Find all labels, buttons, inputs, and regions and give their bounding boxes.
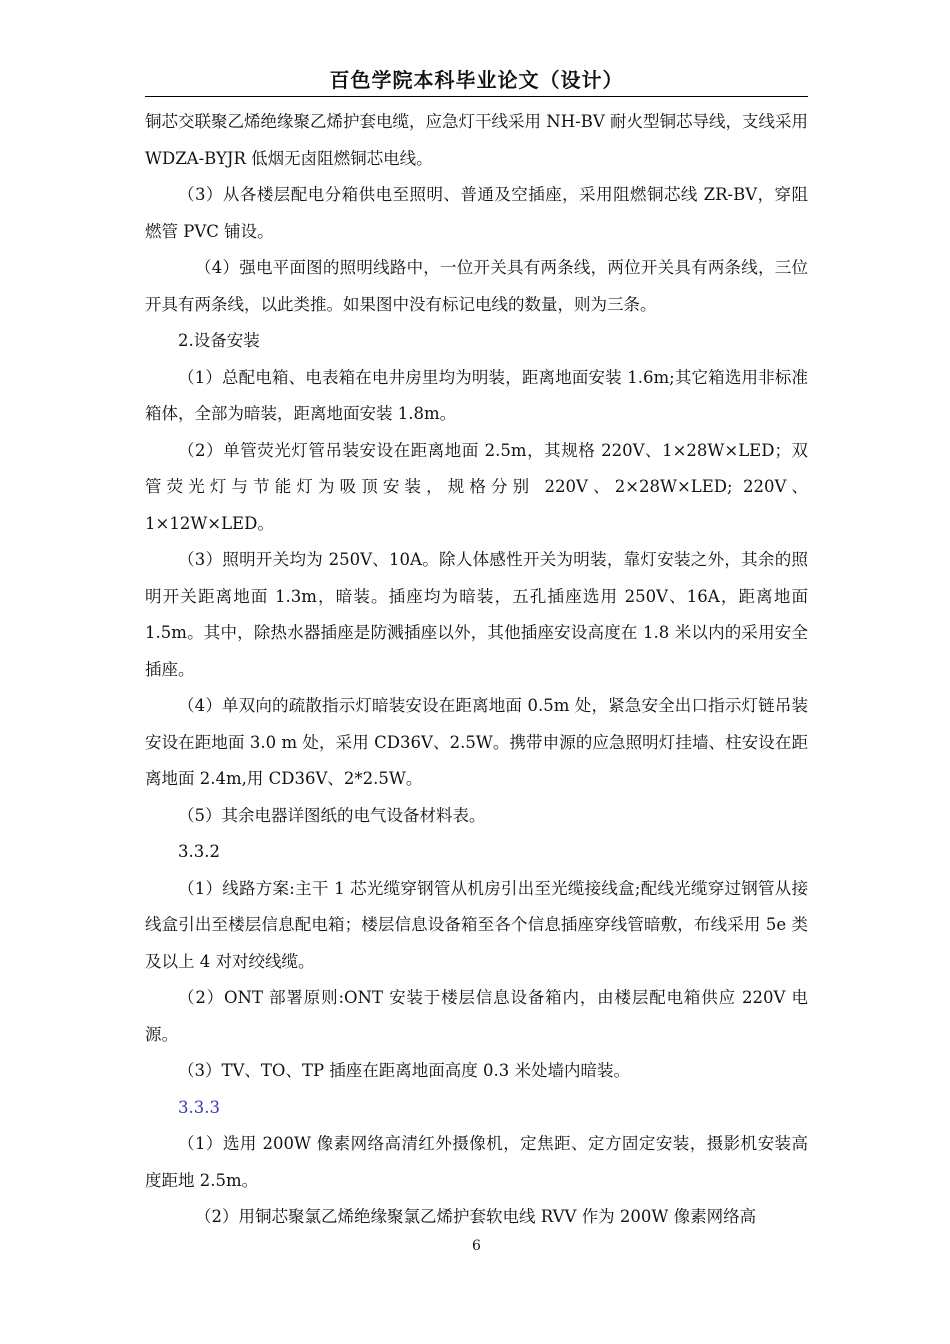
paragraph: （1）总配电箱、电表箱在电井房里均为明装，距离地面安装 1.6m;其它箱选用非标准箱体，全部为暗装，距离地面安装 1.8m。: [145, 367, 808, 423]
section-heading-link[interactable]: 3.3.3: [178, 1097, 220, 1117]
paragraph: （5）其余电器详图纸的电气设备材料表。: [178, 805, 486, 825]
paragraph: （4）单双向的疏散指示灯暗装安设在距离地面 0.5m 处，紧急安全出口指示灯链吊装安设在距地面 3.0 m 处，采用 CD36V、2.5W。携带申源的应急照明灯挂墙、柱安设在距离地面 2.4m,用 CD36V、2*2.5W。: [145, 696, 808, 788]
paragraph: （2）ONT 部署原则:ONT 安装于楼层信息设备箱内，由楼层配电箱供应 220V 电源。: [145, 988, 808, 1044]
document-body: [145, 104, 808, 1236]
section-heading: 3.3.2: [178, 842, 220, 861]
paragraph: （4）强电平面图的照明线路中，一位开关具有两条线，两位开关具有两条线，三位开具有两条线，以此类推。如果图中没有标记电线的数量，则为三条。: [145, 258, 808, 314]
paragraph: （2）用铜芯聚氯乙烯绝缘聚氯乙烯护套软电线 RVV 作为 200W 像素网络高: [195, 1207, 757, 1226]
page-header-title: 百色学院本科毕业论文（设计）: [329, 68, 624, 92]
paragraph: 铜芯交联聚乙烯绝缘聚乙烯护套电缆，应急灯干线采用 NH-BV 耐火型铜芯导线，支线采用 WDZA-BYJR 低烟无卤阻燃铜芯电线。: [145, 112, 808, 168]
page-number: 6: [472, 1238, 481, 1254]
paragraph: （1）线路方案:主干 1 芯光缆穿钢管从机房引出至光缆接线盒;配线光缆穿过钢管从接线盒引出至楼层信息配电箱；楼层信息设备箱至各个信息插座穿线管暗敷，布线采用 5e 类及以上 4 对对绞线缆。: [145, 878, 808, 971]
paragraph: （3）从各楼层配电分箱供电至照明、普通及空插座，采用阻燃铜芯线 ZR-BV，穿阻燃管 PVC 铺设。: [145, 185, 808, 241]
paragraph: （1）选用 200W 像素网络高清红外摄像机，定焦距、定方固定安装，摄影机安装高度距地 2.5m。: [145, 1134, 808, 1190]
paragraph: （3）TV、TO、TP 插座在距离地面高度 0.3 米处墙内暗装。: [178, 1061, 631, 1080]
paragraph: （3）照明开关均为 250V、10A。除人体感性开关为明装，靠灯安装之外，其余的照明开关距离地面 1.3m，暗装。插座均为暗装，五孔插座选用 250V、16A，距离地面 1.5m。其中，除热水器插座是防溅插座以外，其他插座安设高度在 1.8 米以内的采用安全插座。: [145, 550, 808, 679]
section-heading: 2.设备安装: [178, 331, 260, 350]
paragraph: （2）单管荧光灯管吊装安设在距离地面 2.5m，其规格 220V、1×28W×LED；双管荧光灯与节能灯为吸顶安装，规格分别 220V、2×28W×LED; 220V、1×12W×LED。: [145, 440, 808, 533]
header-divider: [145, 96, 808, 97]
